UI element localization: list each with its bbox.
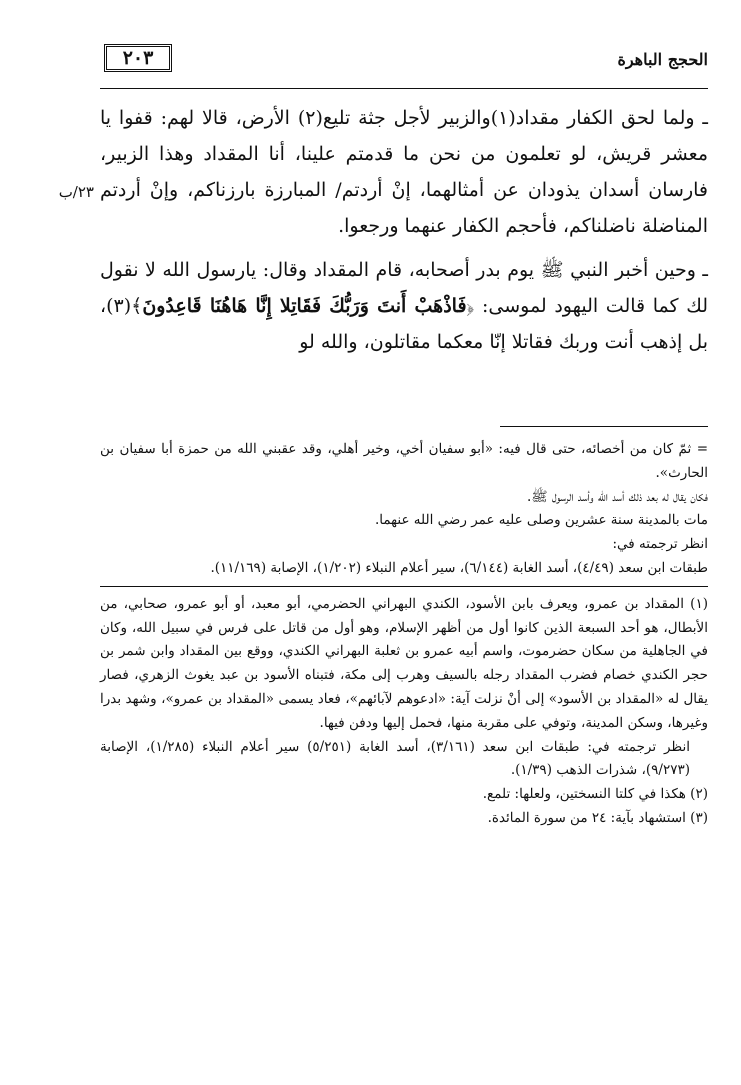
footnote-continued-line: طبقات ابن سعد (٤/٤٩)، أسد الغابة (٦/١٤٤)، سير أعلام النبلاء (١/٢٠٢)، الإصابة (١١/١٦٩).	[210, 559, 708, 576]
page-number: ٢٠٣	[104, 44, 172, 72]
paragraph-2-intro: ـ وحين أخبر النبي ﷺ يوم بدر أصحابه، قام المقداد وقال: يارسول الله لا نقول لك كما قالت اليهود لموسى: ﴿	[100, 259, 708, 317]
paragraph-2-rest: ﴾(٣)، بل إذهب أنت وربك فقاتلا إنّا معكما مقاتلون، والله لو	[100, 295, 708, 353]
footnote-divider	[100, 586, 708, 587]
footnote-3: (٣) استشهاد بآية: ٢٤ من سورة المائدة.	[487, 809, 708, 826]
main-text	[100, 100, 708, 368]
footnote-continued-line: انظر ترجمته في:	[612, 536, 708, 553]
book-title: الحجج الباهرة	[617, 50, 708, 69]
footnote-1-references: انظر ترجمته في: طبقات ابن سعد (٣/١٦١)، أسد الغابة (٥/٢٥١) سير أعلام النبلاء (١/٢٨٥)، الإصابة (٩/٢٧٣)، شذرات الذهب (١/٣٩).	[100, 738, 690, 779]
footnote-1: (١) المقداد بن عمرو، ويعرف بابن الأسود، الكندي البهراني الحضرمي، أبو معبد، أو أبو عمرو، صحابي، من الأبطال، هو أحد السبعة الذين كانوا أول من أظهر الإسلام، وهو أول من قاتل على فرس في سبيل الله، وكان في الجاهلية من سكان حضرموت، واسم أبيه عمرو بن ثعلبة البهراني الكندي، ووقع بين المقداد وابن شمر بن حجر الكندي خصام فضرب المقداد رجله بالسيف وهرب إلى مكة، فتبناه الأسود بن عبد يغوث الزهري، فصار يقال له «المقداد بن الأسود» إلى أنْ نزلت آية: «ادعوهم لآبائهم»، فعاد يسمى «المقداد بن عمرو»، وشهد بدرا وغيرها، وسكن المدينة، وتوفي على مقربة منها، فحمل إليها ودفن فيها.	[100, 595, 708, 731]
footnote-continued-line: مات بالمدينة سنة عشرين وصلى عليه عمر رضي الله عنهما.	[374, 512, 708, 529]
header-rule	[100, 88, 708, 89]
footnote-2: (٢) هكذا في كلتا النسختين، ولعلها: تلمع.	[482, 786, 708, 803]
manuscript-folio-note: ٢٣/ب	[58, 183, 94, 201]
paragraph-2	[100, 252, 708, 360]
footnotes	[100, 438, 708, 831]
quran-verse: فَاذْهَبْ أَنتَ وَرَبُّكَ فَقَاتِلا إِنَّا هَاهُنَا قَاعِدُونَ	[142, 295, 467, 317]
footnote-separator	[500, 426, 708, 427]
page-header	[100, 38, 708, 90]
footnote-continued-line: = ثمّ كان من أخصائه، حتى قال فيه: «أبو سفيان أخي، وخير أهلي، وقد عقبني الله من حمزة أبا سفيان بن الحارث».	[100, 441, 708, 481]
footnote-continued-line: فكان يقال له بعد ذلك أسد الله وأسد الرسول ﷺ.	[526, 488, 708, 505]
paragraph-1: ـ ولما لحق الكفار مقداد(١)والزبير لأجل جثة تليع(٢) الأرض، قالا لهم: قفوا يا معشر قريش، لو تعلمون من نحن ما قدمتم علينا، أنا المقداد وهذا الزبير، فارسان أسدان يذودان عن أمثالهما، إنْ أردتم/ المبارزة بارزناكم، وإنْ أردتم المناضلة ناضلناكم، فأحجم الكفار عنهما ورجعوا.	[100, 107, 709, 237]
